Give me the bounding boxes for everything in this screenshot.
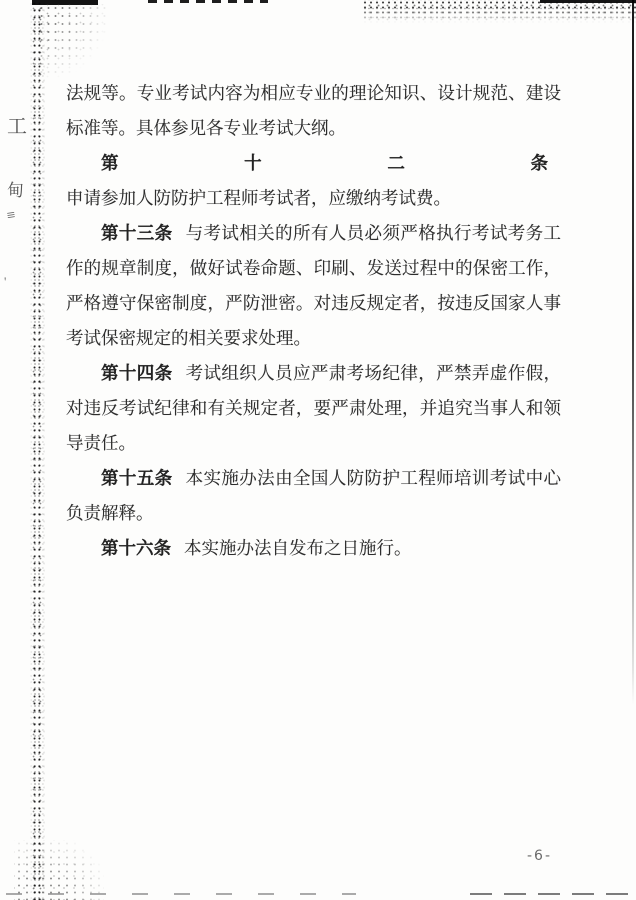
document-text-block [66,76,561,566]
paragraph-article-12 [66,146,561,216]
page-number: -6- [527,848,553,864]
scan-artifact-binding-strip [30,0,45,900]
paragraph-text: 考试组织人员应严肃考场纪律，严禁弄虚作假，对违反考试纪律和有关规定者，要严肃处理，并追究当事人和领导责任。 [66,363,562,453]
paragraph-text: 与考试相关的所有人员必须严格执行考试考务工作的规章制度，做好试卷命题、印刷、发送过程中的保密工作，严格遵守保密制度，严防泄密。对违反规定者，按违反国家人事考试保密规定的相关要求处理。 [66,223,562,348]
scan-artifact-top-right-noise [362,0,636,24]
paragraph-article-16 [66,531,561,566]
article-number: 第十五条 [101,468,173,488]
scan-artifact-corner-noise [38,4,108,79]
paragraph-text: 申请参加人防防护工程师考试者，应缴纳考试费。 [66,188,451,208]
article-number: 第十四条 [101,363,173,383]
paragraph-text: 法规等。专业考试内容为相应专业的理论知识、设计规范、建设标准等。具体参见各专业考试大纲。 [66,83,561,138]
paragraph-article-13 [66,216,561,356]
article-number: 第十二条 [101,153,548,173]
scan-artifact-bottom-edge-dashes-left [6,893,356,895]
scan-artifact-top-dashes [148,0,268,3]
margin-handwriting-mark: ' [4,274,7,289]
margin-handwriting-mark: 工 [7,116,27,138]
scan-artifact-right-edge-line [632,0,634,705]
scan-artifact-bottom-edge-dashes-right [470,893,636,895]
paragraph-text: 本实施办法自发布之日施行。 [184,538,412,558]
margin-handwriting-mark: ≡ [5,207,17,225]
margin-handwriting-mark: 甸 [7,181,24,200]
article-number: 第十六条 [101,538,171,558]
scan-artifact-bottom-left-noise [14,840,104,900]
paragraph-text: 本实施办法由全国人防防护工程师培训考试中心负责解释。 [66,468,562,523]
paragraph-article-15 [66,461,561,531]
paragraph-continuation [66,76,561,146]
paragraph-article-14 [66,356,561,461]
article-number: 第十三条 [101,223,173,243]
